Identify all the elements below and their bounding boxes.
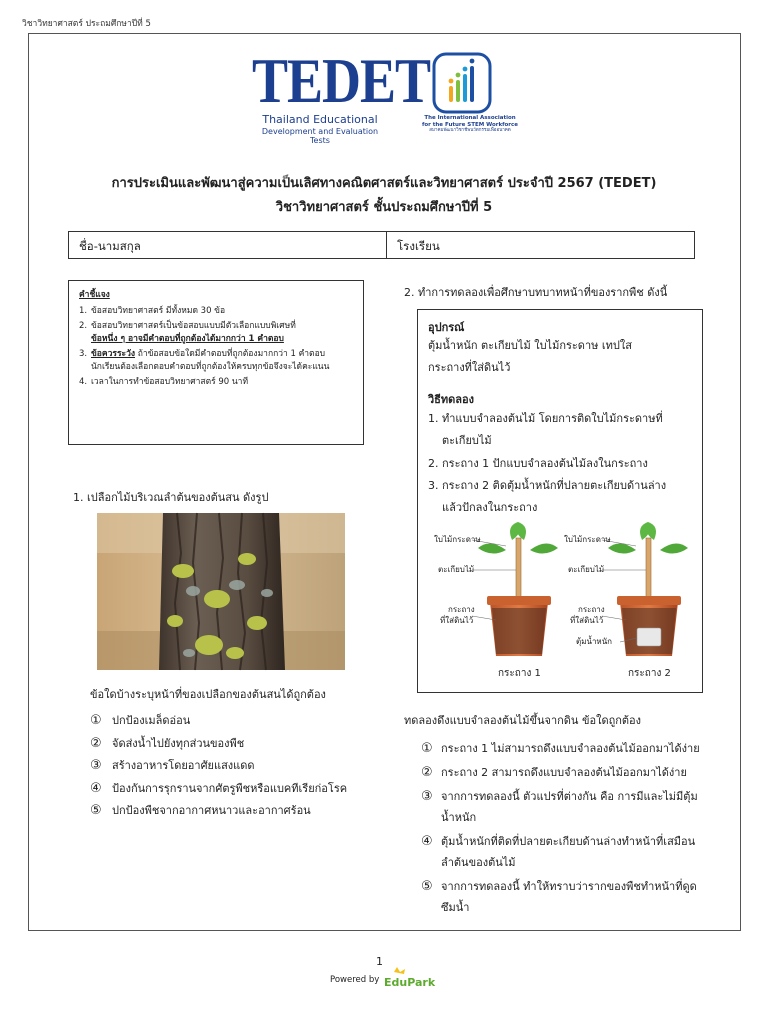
- step-text: ตะเกียบไม้: [442, 434, 492, 447]
- instruction-item: 3. ข้อควรระวัง ถ้าข้อสอบข้อใดมีคำตอบที่ถูกต้องมากกว่า 1 คำตอบ นักเรียนต้องเลือกตอบคำตอบที่ถูกต้องให้ครบทุกข้อจึงจะได้คะแนน: [79, 349, 330, 372]
- choice-text: ปกป้องเมล็ดอ่อน: [112, 714, 191, 727]
- equipment-line1: ตุ้มน้ำหนัก ตะเกียบไม้ ใบไม้กระดาษ เทปใส: [428, 339, 632, 352]
- step-text: ทำแบบจำลองต้นไม้ โดยการติดใบไม้กระดาษที่: [442, 412, 663, 425]
- step-text: กระถาง 2 ติดตุ้มน้ำหนักที่ปลายตะเกียบด้านล่าง: [442, 479, 667, 492]
- step-text: แล้วปักลงในกระถาง: [442, 501, 538, 514]
- tedet-logo-wordmark: TEDET: [252, 45, 431, 117]
- question-number: 1.: [73, 491, 84, 504]
- edupark-logo-icon: [380, 966, 436, 990]
- diagram-leaf-label-1: ใบไม้กระดาษ: [434, 535, 481, 544]
- diagram-pot-label-1b: ที่ใส่ดินไว้: [440, 616, 474, 625]
- diagram-weight-label: ตุ้มน้ำหนัก: [576, 637, 613, 646]
- choice-number: ③: [421, 789, 433, 804]
- instruction-emphasis: ข้อหนึ่ง ๆ อาจมีคำตอบที่ถูกต้องได้มากกว่า 1 คำตอบ: [91, 334, 284, 344]
- choice-text: กระถาง 2 สามารถดึงแบบจำลองต้นไม้ออกมาได้ง่าย: [441, 766, 687, 779]
- running-header: วิชาวิทยาศาสตร์ ประถมศึกษาปีที่ 5: [22, 19, 151, 29]
- choice-text: ตุ้มน้ำหนักที่ติดที่ปลายตะเกียบด้านล่างทำหน้าที่เสมือนลำต้นของต้นไม้: [441, 835, 696, 869]
- exam-title: การประเมินและพัฒนาสู่ความเป็นเลิศทางคณิตศาสตร์และวิทยาศาสตร์ ประจำปี 2567 (TEDET): [111, 176, 657, 191]
- association-logo-text: [420, 115, 520, 135]
- diagram-stick-label-2: ตะเกียบไม้: [568, 565, 605, 574]
- choice-option[interactable]: [90, 710, 347, 733]
- method-step: 2. กระถาง 1 ปักแบบจำลองต้นไม้ลงในกระถาง: [428, 453, 698, 475]
- question-2-stem: ทดลองดึงแบบจำลองต้นไม้ขึ้นจากดิน ข้อใดถูกต้อง: [404, 714, 642, 727]
- choice-number: ④: [421, 834, 433, 849]
- diagram-pot-label-1a: กระถาง: [448, 605, 475, 614]
- exam-subtitle: วิชาวิทยาศาสตร์ ชั้นประถมศึกษาปีที่ 5: [275, 200, 493, 215]
- instruction-text: เวลาในการทำข้อสอบวิทยาศาสตร์ 90 นาที: [91, 377, 249, 387]
- pot-2-illustration: [602, 522, 688, 656]
- equipment-heading: อุปกรณ์: [428, 321, 465, 334]
- choice-number: ③: [90, 758, 102, 773]
- question-2-prompt: [404, 283, 667, 301]
- instructions-box: [68, 280, 364, 445]
- instruction-item: 1. ข้อสอบวิทยาศาสตร์ มีทั้งหมด 30 ข้อ: [79, 306, 226, 316]
- choice-number: ①: [421, 741, 433, 756]
- method-step: 3. กระถาง 2 ติดตุ้มน้ำหนักที่ปลายตะเกียบด้านล่าง แล้วปักลงในกระถาง: [428, 479, 667, 514]
- equipment-line2: กระถางที่ใส่ดินไว้: [428, 361, 511, 374]
- diagram-pot1-caption: กระถาง 1: [498, 668, 541, 679]
- powered-by: [330, 966, 450, 990]
- choice-number: ④: [90, 780, 102, 796]
- school-label: โรงเรียน: [397, 239, 440, 253]
- association-line2: for the Future STEM Workforce: [421, 121, 519, 128]
- instruction-text: ข้อสอบวิทยาศาสตร์เป็นข้อสอบแบบมีตัวเลือกแบบพิเศษที่: [91, 321, 296, 331]
- choice-option[interactable]: [90, 800, 347, 823]
- powered-by-text: Powered by: [330, 975, 380, 985]
- choice-option[interactable]: [421, 876, 711, 918]
- page-number: 1: [376, 955, 383, 968]
- choice-text: จากการทดลองนี้ ทำให้ทราบว่ารากของพืชทำหน้าที่ดูดซึมน้ำ: [441, 880, 697, 914]
- choice-option[interactable]: [90, 733, 347, 756]
- instruction-warning: ข้อควรระวัง: [91, 349, 135, 359]
- diagram-leaf-label-2: ใบไม้กระดาษ: [564, 535, 611, 544]
- question-number: 2.: [404, 286, 415, 299]
- choice-option[interactable]: [421, 762, 711, 783]
- choice-text: ป้องกันการรุกรานจากศัตรูพืชหรือแบคทีเรียก่อโรค: [112, 781, 348, 795]
- association-logo-icon: [432, 52, 492, 114]
- choice-number: ②: [90, 735, 102, 751]
- question-2-choices: [421, 738, 711, 921]
- experiment-box: [417, 309, 703, 693]
- pine-bark-photo: [97, 513, 345, 670]
- association-line1: The International Association: [424, 115, 516, 121]
- association-line3: สมาคมพัฒนาวิชาชีพนวัตกรรมเพื่ออนาคต: [429, 128, 511, 133]
- method-heading: วิธีทดลอง: [428, 393, 475, 406]
- choice-number: ⑤: [90, 803, 102, 818]
- instruction-item: 4. เวลาในการทำข้อสอบวิทยาศาสตร์ 90 นาที: [79, 377, 249, 387]
- question-text: ทำการทดลองเพื่อศึกษาบทบาทหน้าที่ของรากพืช ดังนี้: [418, 286, 668, 299]
- pot-1-illustration: [472, 522, 558, 656]
- name-school-field[interactable]: [68, 231, 695, 259]
- tedet-logo-line1: Thailand Educational: [262, 113, 378, 126]
- choice-text: กระถาง 1 ไม่สามารถดึงแบบจำลองต้นไม้ออกมาได้ง่าย: [441, 742, 700, 755]
- diagram-pot-label-2a: กระถาง: [578, 605, 605, 614]
- choice-option[interactable]: [90, 755, 347, 778]
- choice-option[interactable]: [421, 831, 711, 873]
- pot-experiment-diagram: [434, 520, 694, 690]
- choice-text: จัดส่งน้ำไปยังทุกส่วนของพืช: [112, 736, 245, 750]
- choice-text: ปกป้องพืชจากอากาศหนาวและอากาศร้อน: [112, 804, 311, 817]
- instruction-text: ข้อสอบวิทยาศาสตร์ มีทั้งหมด 30 ข้อ: [91, 306, 226, 316]
- diagram-stick-label-1: ตะเกียบไม้: [438, 565, 475, 574]
- choice-text: สร้างอาหารโดยอาศัยแสงแดด: [112, 759, 255, 772]
- question-1-stem: ข้อใดบ้างระบุหน้าที่ของเปลือกของต้นสนได้ถูกต้อง: [90, 688, 326, 701]
- question-text: เปลือกไม้บริเวณลำต้นของต้นสน ดังรูป: [87, 491, 269, 504]
- step-text: กระถาง 1 ปักแบบจำลองต้นไม้ลงในกระถาง: [442, 457, 648, 470]
- method-step: 1. ทำแบบจำลองต้นไม้ โดยการติดใบไม้กระดาษที่ ตะเกียบไม้: [428, 412, 663, 447]
- tedet-logo: [252, 45, 431, 145]
- question-1-prompt: [73, 488, 268, 506]
- edupark-logo-text: EduPark: [384, 976, 436, 989]
- choice-option[interactable]: [90, 778, 347, 801]
- tedet-logo-line2: Development and Evaluation Tests: [261, 127, 379, 145]
- diagram-pot-label-2b: ที่ใส่ดินไว้: [570, 616, 604, 625]
- diagram-pot2-caption: กระถาง 2: [628, 668, 671, 679]
- choice-number: ⑤: [421, 879, 433, 894]
- choice-number: ②: [421, 765, 433, 780]
- name-label: ชื่อ-นามสกุล: [69, 232, 387, 258]
- choice-text: จากการทดลองนี้ ตัวแปรที่ต่างกัน คือ การมีและไม่มีตุ้มน้ำหนัก: [441, 790, 698, 824]
- choice-number: ①: [90, 713, 102, 728]
- choice-option[interactable]: [421, 738, 711, 759]
- instruction-text: ถ้าข้อสอบข้อใดมีคำตอบที่ถูกต้องมากกว่า 1 คำตอบ นักเรียนต้องเลือกตอบคำตอบที่ถูกต้องให้ครบทุกข้อจึงจะได้คะแนน: [91, 349, 330, 372]
- instruction-item: 2. ข้อสอบวิทยาศาสตร์เป็นข้อสอบแบบมีตัวเลือกแบบพิเศษที่ ข้อหนึ่ง ๆ อาจมีคำตอบที่ถูกต้องได้มากกว่า 1 คำตอบ: [79, 321, 296, 344]
- choice-option[interactable]: [421, 786, 711, 828]
- question-1-choices: [90, 710, 347, 823]
- instructions-heading: คำชี้แจง: [79, 290, 110, 300]
